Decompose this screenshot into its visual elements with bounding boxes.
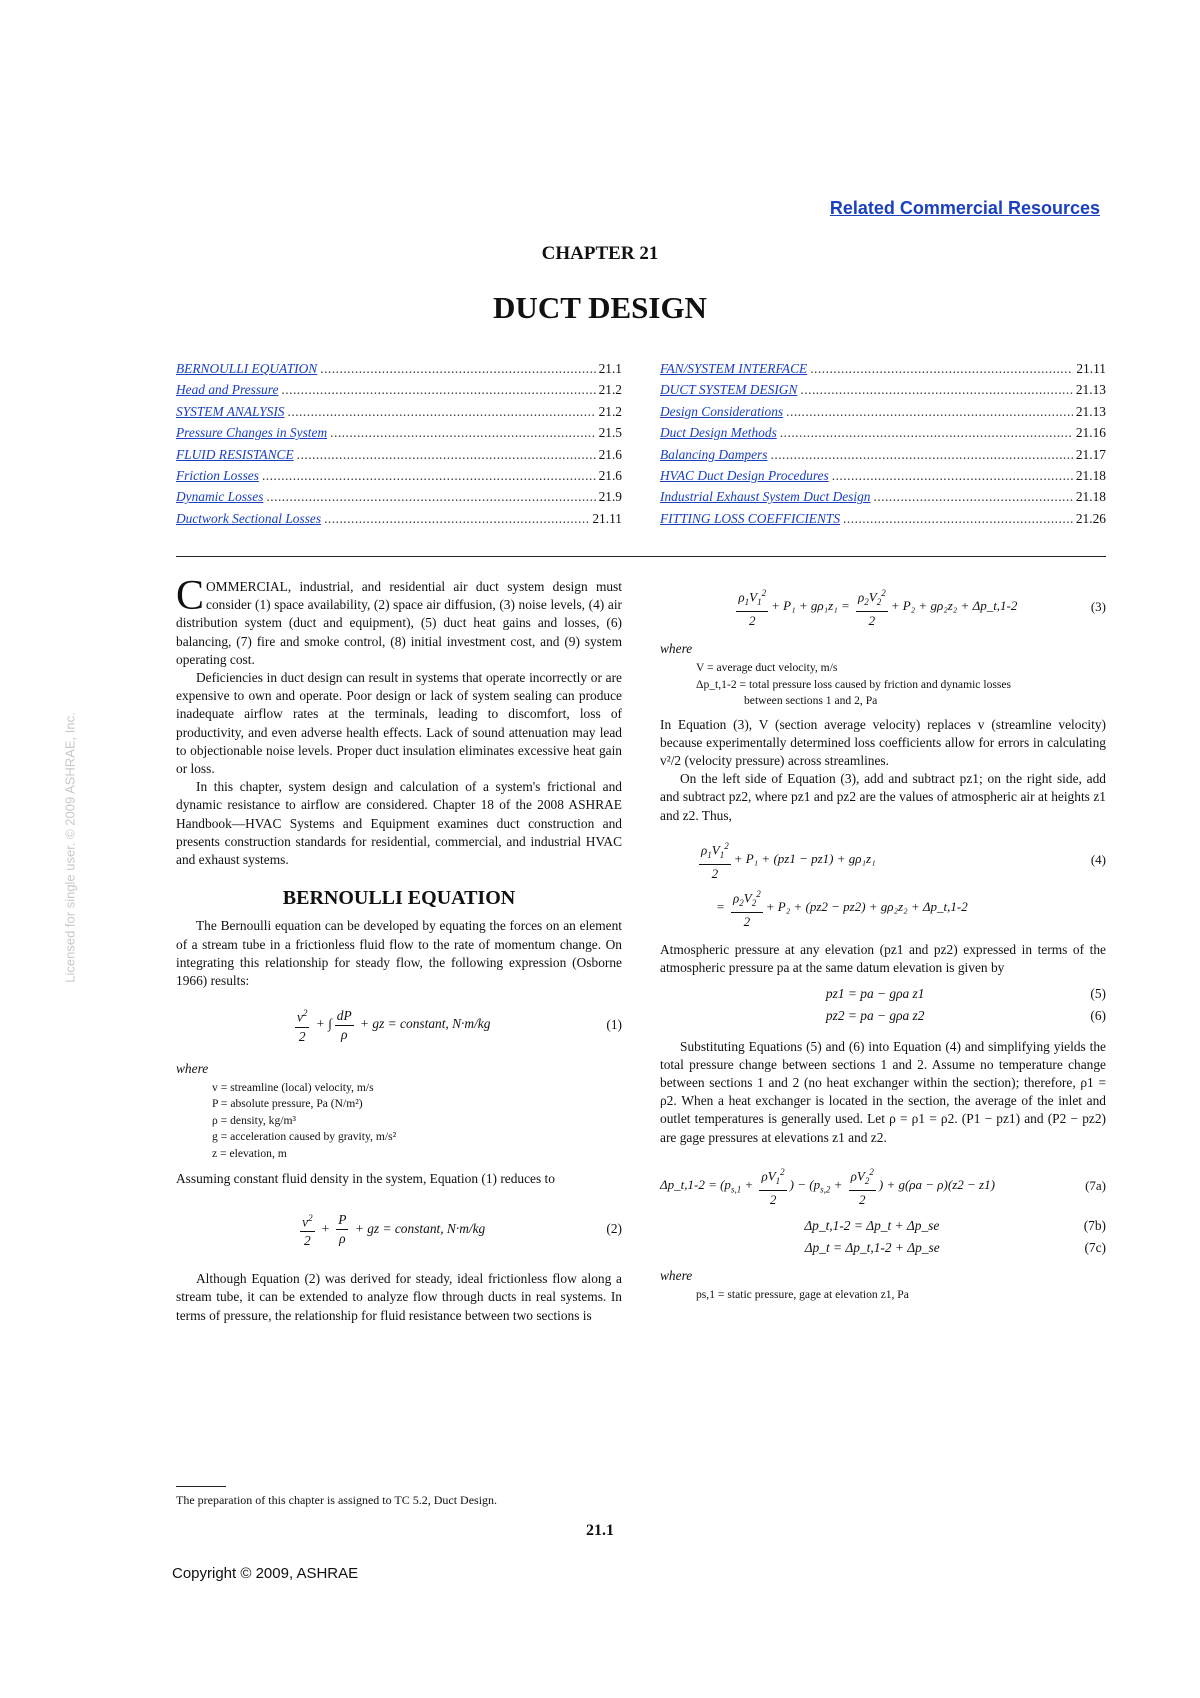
- toc-item[interactable]: [660, 358, 1106, 379]
- drop-cap: C: [176, 573, 205, 619]
- equation-7a: Δp_t,1-2 = ($p_{s,1}$ + $\frac{\rho V_1^2}{2}$ ) − ($p_{s,2}$ + $\frac{\rho V_2^2}{2}$ ) + g(ρa − ρ)(z2 − z1) (7a): [660, 1163, 1106, 1209]
- toc-item-page: 21.6: [598, 446, 622, 462]
- where-label: where: [660, 1268, 693, 1284]
- footnote: The preparation of this chapter is assigned to TC 5.2, Duct Design.: [176, 1493, 498, 1507]
- equation-7c-number: (7c): [1084, 1239, 1106, 1255]
- toc-item[interactable]: [660, 422, 1106, 443]
- toc-item-label[interactable]: Dynamic Losses: [176, 489, 264, 505]
- toc-item[interactable]: [660, 508, 1106, 529]
- definition-list: [696, 1287, 1106, 1304]
- paragraph: Deficiencies in duct design can result in systems that operate incorrectly or are expensive to own and operate. Poor design or lack of system sealing can produce inadequate airflow rates at the terminals, leading to discomfort, loss of productivity, and even adverse health effects. Lack of sound attenuation may lead to objectionable noise levels. Proper duct insulation eliminates excessive heat gain or loss.: [176, 670, 622, 777]
- paragraph: Although Equation (2) was derived for steady, ideal frictionless flow along a stream tube, it can be extended to analyze flow through ducts in real systems. In terms of pressure, the relationship for fluid resistance between two sections is: [176, 1271, 622, 1323]
- toc-item-page: 21.5: [598, 425, 622, 441]
- toc-item-label[interactable]: Design Considerations: [660, 403, 784, 419]
- toc-item-page: 21.9: [598, 489, 622, 505]
- toc-item-page: 21.2: [598, 382, 622, 398]
- equation-7c: Δp_t = Δp_t,1-2 + Δp_se (7c): [660, 1239, 1106, 1257]
- toc-item-page: 21.11: [1076, 361, 1106, 376]
- toc-item[interactable]: [660, 444, 1106, 465]
- related-resources-link[interactable]: Related Commercial Resources: [829, 198, 1100, 218]
- equation-4-number: (4): [1090, 851, 1106, 867]
- toc-item-page: 21.26: [1075, 510, 1106, 526]
- toc-item-label[interactable]: Ductwork Sectional Losses: [176, 510, 322, 526]
- toc-item-label[interactable]: Head and Pressure: [176, 382, 279, 398]
- toc-item-label[interactable]: FAN/SYSTEM INTERFACE: [660, 361, 808, 376]
- paragraph: Assuming constant fluid density in the system, Equation (1) reduces to: [176, 1171, 555, 1187]
- equation-6-number: (6): [1090, 1008, 1106, 1024]
- definition-item: g = acceleration caused by gravity, m/s²: [212, 1130, 397, 1144]
- chapter-number: CHAPTER 21: [541, 243, 659, 264]
- toc-item-label[interactable]: Balancing Dampers: [660, 446, 768, 462]
- toc-item-page: 21.1: [598, 361, 622, 376]
- toc-item[interactable]: [176, 508, 622, 529]
- definition-item: P = absolute pressure, Pa (N/m²): [212, 1097, 363, 1111]
- toc-item[interactable]: [660, 465, 1106, 486]
- equation-1-number: (1): [606, 1016, 622, 1032]
- paragraph: Substituting Equations (5) and (6) into Equation (4) and simplifying yields the total pressure change between sections 1 and 2. Assume no temperature change between sections 1 and 2 (no heat exchanger within the section); therefore, ρ1 = ρ2. When a heat exchanger is located in the section, the average of the inlet and outlet temperatures is generally used. Let ρ = ρ1 = ρ2. (P1 − pz1) and (P2 − pz2) are gage pressures at elevations z1 and z2.: [660, 1038, 1106, 1145]
- toc-item[interactable]: [176, 358, 622, 379]
- right-column: [660, 578, 1106, 1304]
- definition-item: between sections 1 and 2, Pa: [744, 694, 878, 708]
- definition-item: v = streamline (local) velocity, m/s: [212, 1080, 374, 1094]
- paragraph: The Bernoulli equation can be developed by equating the forces on an element of a stream tube in a frictionless fluid flow to the rate of momentum change. On integrating this relationship for steady flow, the following expression (Osborne 1966) results:: [176, 918, 622, 989]
- toc-item-label[interactable]: FLUID RESISTANCE: [176, 446, 294, 462]
- toc-item-label[interactable]: Duct Design Methods: [660, 425, 777, 441]
- definition-list: [212, 1080, 622, 1163]
- equation-2-rhs: + gz = constant, N·m/kg: [354, 1220, 486, 1236]
- intro-paragraph: COMMERCIAL, industrial, and residential air duct system design must consider (1) space availability, (2) space air diffusion, (3) noise levels, (4) air distribution system (duct and equipment), (5) duct heat gains and losses, (6) balancing, (7) fire and smoke control, (8) initial investment cost, and (9) system operating cost.: [176, 573, 622, 667]
- definition-item: ρ = density, kg/m³: [212, 1113, 296, 1127]
- equation-3-number: (3): [1090, 598, 1106, 614]
- license-watermark: Licensed for single user. © 2009 ASHRAE, Inc.: [62, 712, 78, 983]
- equation-3: $\frac{\rho_1V_1^2}{2}$ + P₁ + gρ₁z₁ = $\frac{\rho_2V_2^2}{2}$ + P₂ + gρ₂z₂ + Δp_t,1-2 (3): [660, 584, 1106, 630]
- equation-7a-number: (7a): [1085, 1177, 1106, 1193]
- toc-item-page: 21.18: [1075, 468, 1106, 484]
- toc-item-page: 21.13: [1075, 403, 1106, 419]
- paragraph: On the left side of Equation (3), add and subtract pz1; on the right side, add and subtract pz2, where pz1 and pz2 are the values of atmospheric air at heights z1 and z2. Thus,: [660, 771, 1106, 823]
- toc-item[interactable]: [660, 379, 1106, 400]
- toc-item-page: 21.13: [1075, 382, 1106, 398]
- section-divider: [176, 556, 1106, 557]
- toc-left: [176, 358, 622, 529]
- where-label: where: [176, 1060, 209, 1076]
- toc-item-page: 21.18: [1075, 489, 1106, 505]
- toc-item[interactable]: [660, 486, 1106, 507]
- toc-item[interactable]: [176, 379, 622, 400]
- equation-7b: Δp_t,1-2 = Δp_t + Δp_se (7b): [660, 1217, 1106, 1235]
- toc-item-page: 21.6: [598, 468, 622, 484]
- toc-item-page: 21.2: [598, 403, 622, 419]
- toc-item-label[interactable]: HVAC Duct Design Procedures: [660, 468, 829, 484]
- page-number: 21.1: [586, 1522, 614, 1539]
- equation-2-number: (2): [606, 1221, 622, 1237]
- definition-item: ps,1 = static pressure, gage at elevation z1, Pa: [696, 1288, 909, 1302]
- copyright: Copyright © 2009, ASHRAE: [172, 1565, 359, 1582]
- toc-item-label[interactable]: FITTING LOSS COEFFICIENTS: [660, 510, 841, 526]
- toc-right: [660, 358, 1106, 529]
- section-heading-bernoulli: BERNOULLI EQUATION: [282, 887, 516, 910]
- toc-item-page: 21.11: [592, 510, 622, 526]
- paragraph: In Equation (3), V (section average velocity) replaces v (streamline velocity) because experimentally determined loss coefficients allow for errors in calculating v²/2 (velocity pressure) across streamlines.: [660, 716, 1106, 769]
- toc-item[interactable]: [660, 401, 1106, 422]
- paragraph: Atmospheric pressure at any elevation (pz1 and pz2) expressed in terms of the atmospheric pressure pa at the same datum elevation is given by: [660, 941, 1106, 975]
- toc-item-page: 21.16: [1075, 425, 1106, 441]
- equation-1: $\frac{v^2}{2}$ + ∫ $\frac{dP}{\rho}$ + gz = constant, N·m/kg (1): [176, 1004, 622, 1045]
- toc-item[interactable]: [176, 465, 622, 486]
- definition-item: z = elevation, m: [212, 1146, 287, 1160]
- equation-6: pz2 = pa − gρa z2 (6): [660, 1007, 1106, 1025]
- paragraph: In this chapter, system design and calculation of a system's frictional and dynamic resistance to airflow are considered. Chapter 18 of the 2008 ASHRAE Handbook—HVAC Systems and Equipment examines duct construction and presents construction standards for residential, commercial, and industrial HVAC and exhaust systems.: [176, 779, 622, 868]
- equation-5-number: (5): [1090, 986, 1106, 1002]
- definition-item: Δp_t,1-2 = total pressure loss caused by friction and dynamic losses: [696, 677, 1012, 691]
- equation-1-rhs: + gz = constant, N·m/kg: [360, 1016, 491, 1032]
- where-label: where: [660, 640, 693, 656]
- equation-7b-number: (7b): [1083, 1217, 1106, 1233]
- toc-item[interactable]: [176, 444, 622, 465]
- equation-2: $\frac{v^2}{2}$ + $\frac{P}{\rho}$ + gz = constant, N·m/kg (2): [176, 1209, 622, 1250]
- left-column: [176, 573, 622, 1325]
- equation-4: $\frac{\rho_1V_1^2}{2}$ + P₁ + (pz1 − pz1) + gρ₁z₁ (4): [660, 837, 1106, 883]
- toc-item[interactable]: [176, 401, 622, 422]
- footnote-rule: [176, 1486, 226, 1487]
- equation-5: pz1 = pa − gρa z1 (5): [660, 985, 1106, 1003]
- definition-list: [696, 660, 1106, 710]
- chapter-title: DUCT DESIGN: [493, 290, 707, 325]
- toc-item-label[interactable]: Industrial Exhaust System Duct Design: [660, 489, 871, 505]
- toc-item[interactable]: [176, 486, 622, 507]
- toc-item-label[interactable]: BERNOULLI EQUATION: [176, 361, 318, 376]
- toc-item-label[interactable]: SYSTEM ANALYSIS: [176, 403, 285, 419]
- equation-4-continued: = $\frac{\rho_2V_2^2}{2}$ + P₂ + (pz2 − pz2) + gρ₂z₂ + Δp_t,1-2: [660, 885, 1106, 931]
- toc-item-label[interactable]: Friction Losses: [176, 468, 259, 484]
- toc-item-label[interactable]: DUCT SYSTEM DESIGN: [660, 382, 798, 398]
- toc-item-page: 21.17: [1075, 446, 1106, 462]
- toc-item[interactable]: [176, 422, 622, 443]
- definition-item: V = average duct velocity, m/s: [696, 661, 838, 675]
- toc-item-label[interactable]: Pressure Changes in System: [176, 425, 328, 441]
